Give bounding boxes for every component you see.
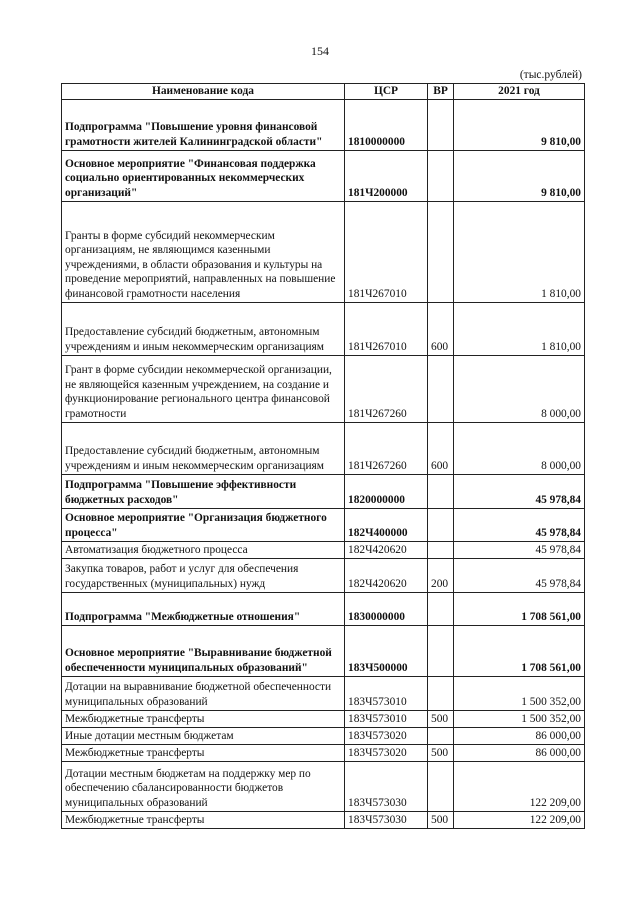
- units-label: (тыс.рублей): [519, 69, 582, 81]
- row-amount: 9 810,00: [454, 99, 585, 150]
- header-vr: ВР: [428, 84, 454, 100]
- row-name: Подпрограмма "Повышение эффективности бюджетных расходов": [62, 474, 345, 508]
- table-row: [62, 355, 585, 422]
- row-name: Предоставление субсидий бюджетным, автономным учреждениям и иным некоммерческим организациям: [62, 422, 345, 474]
- row-vr: [428, 99, 454, 150]
- row-csr: 181Ч267010: [345, 201, 428, 302]
- row-name: Основное мероприятие "Выравнивание бюджетной обеспеченности муниципальных образований": [62, 625, 345, 676]
- table-row: [62, 422, 585, 474]
- row-csr: 183Ч573020: [345, 727, 428, 744]
- header-csr: ЦСР: [345, 84, 428, 100]
- row-name: Основное мероприятие "Организация бюджетного процесса": [62, 508, 345, 541]
- row-csr: 181Ч200000: [345, 150, 428, 201]
- table-row: [62, 811, 585, 828]
- table-row: [62, 558, 585, 592]
- row-name: Предоставление субсидий бюджетным, автономным учреждениям и иным некоммерческим организациям: [62, 302, 345, 355]
- row-csr: 181Ч267010: [345, 302, 428, 355]
- row-csr: 1820000000: [345, 474, 428, 508]
- row-vr: [428, 541, 454, 558]
- row-csr: 183Ч573030: [345, 761, 428, 811]
- row-vr: 500: [428, 744, 454, 761]
- row-amount: 8 000,00: [454, 422, 585, 474]
- row-vr: 500: [428, 811, 454, 828]
- row-csr: 183Ч573030: [345, 811, 428, 828]
- table-row: [62, 201, 585, 302]
- row-amount: 1 708 561,00: [454, 625, 585, 676]
- table-row: [62, 541, 585, 558]
- row-vr: [428, 201, 454, 302]
- row-name: Гранты в форме субсидий некоммерческим организациям, не являющимся казенными учреждениями, в области образования и культуры на проведение мероприятий, направленных на повышение финансовой грамотности населения: [62, 201, 345, 302]
- row-vr: [428, 761, 454, 811]
- row-amount: 1 810,00: [454, 302, 585, 355]
- row-amount: 86 000,00: [454, 744, 585, 761]
- table-body: [62, 99, 585, 828]
- table-row: [62, 592, 585, 625]
- row-csr: 182Ч400000: [345, 508, 428, 541]
- row-amount: 45 978,84: [454, 558, 585, 592]
- row-name: Автоматизация бюджетного процесса: [62, 541, 345, 558]
- row-csr: 183Ч573010: [345, 676, 428, 710]
- row-amount: 45 978,84: [454, 541, 585, 558]
- table-row: [62, 474, 585, 508]
- row-name: Подпрограмма "Повышение уровня финансовой грамотности жителей Калининградской области": [62, 99, 345, 150]
- table-row: [62, 302, 585, 355]
- row-name: Подпрограмма "Межбюджетные отношения": [62, 592, 345, 625]
- row-vr: [428, 592, 454, 625]
- table-row: [62, 625, 585, 676]
- table-row: [62, 727, 585, 744]
- row-name: Иные дотации местным бюджетам: [62, 727, 345, 744]
- row-csr: 181Ч267260: [345, 355, 428, 422]
- row-csr: 1830000000: [345, 592, 428, 625]
- row-csr: 181Ч267260: [345, 422, 428, 474]
- row-vr: 500: [428, 710, 454, 727]
- row-name: Грант в форме субсидии некоммерческой организации, не являющейся казенным учреждением, на создание и функционирование регионального центра финансовой грамотности: [62, 355, 345, 422]
- row-amount: 45 978,84: [454, 474, 585, 508]
- table-row: [62, 710, 585, 727]
- row-vr: 600: [428, 302, 454, 355]
- table-row: [62, 676, 585, 710]
- row-csr: 182Ч420620: [345, 541, 428, 558]
- row-name: Закупка товаров, работ и услуг для обеспечения государственных (муниципальных) нужд: [62, 558, 345, 592]
- row-vr: 200: [428, 558, 454, 592]
- row-vr: [428, 355, 454, 422]
- row-name: Межбюджетные трансферты: [62, 811, 345, 828]
- row-amount: 1 708 561,00: [454, 592, 585, 625]
- row-vr: 600: [428, 422, 454, 474]
- row-csr: 183Ч573020: [345, 744, 428, 761]
- row-vr: [428, 150, 454, 201]
- page-number: 154: [311, 44, 329, 58]
- row-amount: 45 978,84: [454, 508, 585, 541]
- row-amount: 1 810,00: [454, 201, 585, 302]
- row-vr: [428, 625, 454, 676]
- table-row: [62, 150, 585, 201]
- row-name: Основное мероприятие "Финансовая поддержка социально ориентированных некоммерческих организаций": [62, 150, 345, 201]
- row-vr: [428, 676, 454, 710]
- row-csr: 183Ч500000: [345, 625, 428, 676]
- row-vr: [428, 508, 454, 541]
- header-name: Наименование кода: [62, 84, 345, 100]
- row-csr: 183Ч573010: [345, 710, 428, 727]
- table-row: [62, 761, 585, 811]
- row-amount: 1 500 352,00: [454, 676, 585, 710]
- row-amount: 122 209,00: [454, 761, 585, 811]
- header-year: 2021 год: [454, 84, 585, 100]
- row-amount: 86 000,00: [454, 727, 585, 744]
- row-name: Дотации на выравнивание бюджетной обеспеченности муниципальных образований: [62, 676, 345, 710]
- table-row: [62, 508, 585, 541]
- row-csr: 182Ч420620: [345, 558, 428, 592]
- budget-table: [61, 83, 585, 829]
- table-row: [62, 99, 585, 150]
- row-vr: [428, 474, 454, 508]
- row-amount: 8 000,00: [454, 355, 585, 422]
- row-amount: 9 810,00: [454, 150, 585, 201]
- row-name: Межбюджетные трансферты: [62, 710, 345, 727]
- table-row: [62, 744, 585, 761]
- row-csr: 1810000000: [345, 99, 428, 150]
- row-name: Межбюджетные трансферты: [62, 744, 345, 761]
- table-header-row: [62, 84, 585, 100]
- row-vr: [428, 727, 454, 744]
- row-name: Дотации местным бюджетам на поддержку мер по обеспечению сбалансированности бюджетов муниципальных образований: [62, 761, 345, 811]
- row-amount: 122 209,00: [454, 811, 585, 828]
- row-amount: 1 500 352,00: [454, 710, 585, 727]
